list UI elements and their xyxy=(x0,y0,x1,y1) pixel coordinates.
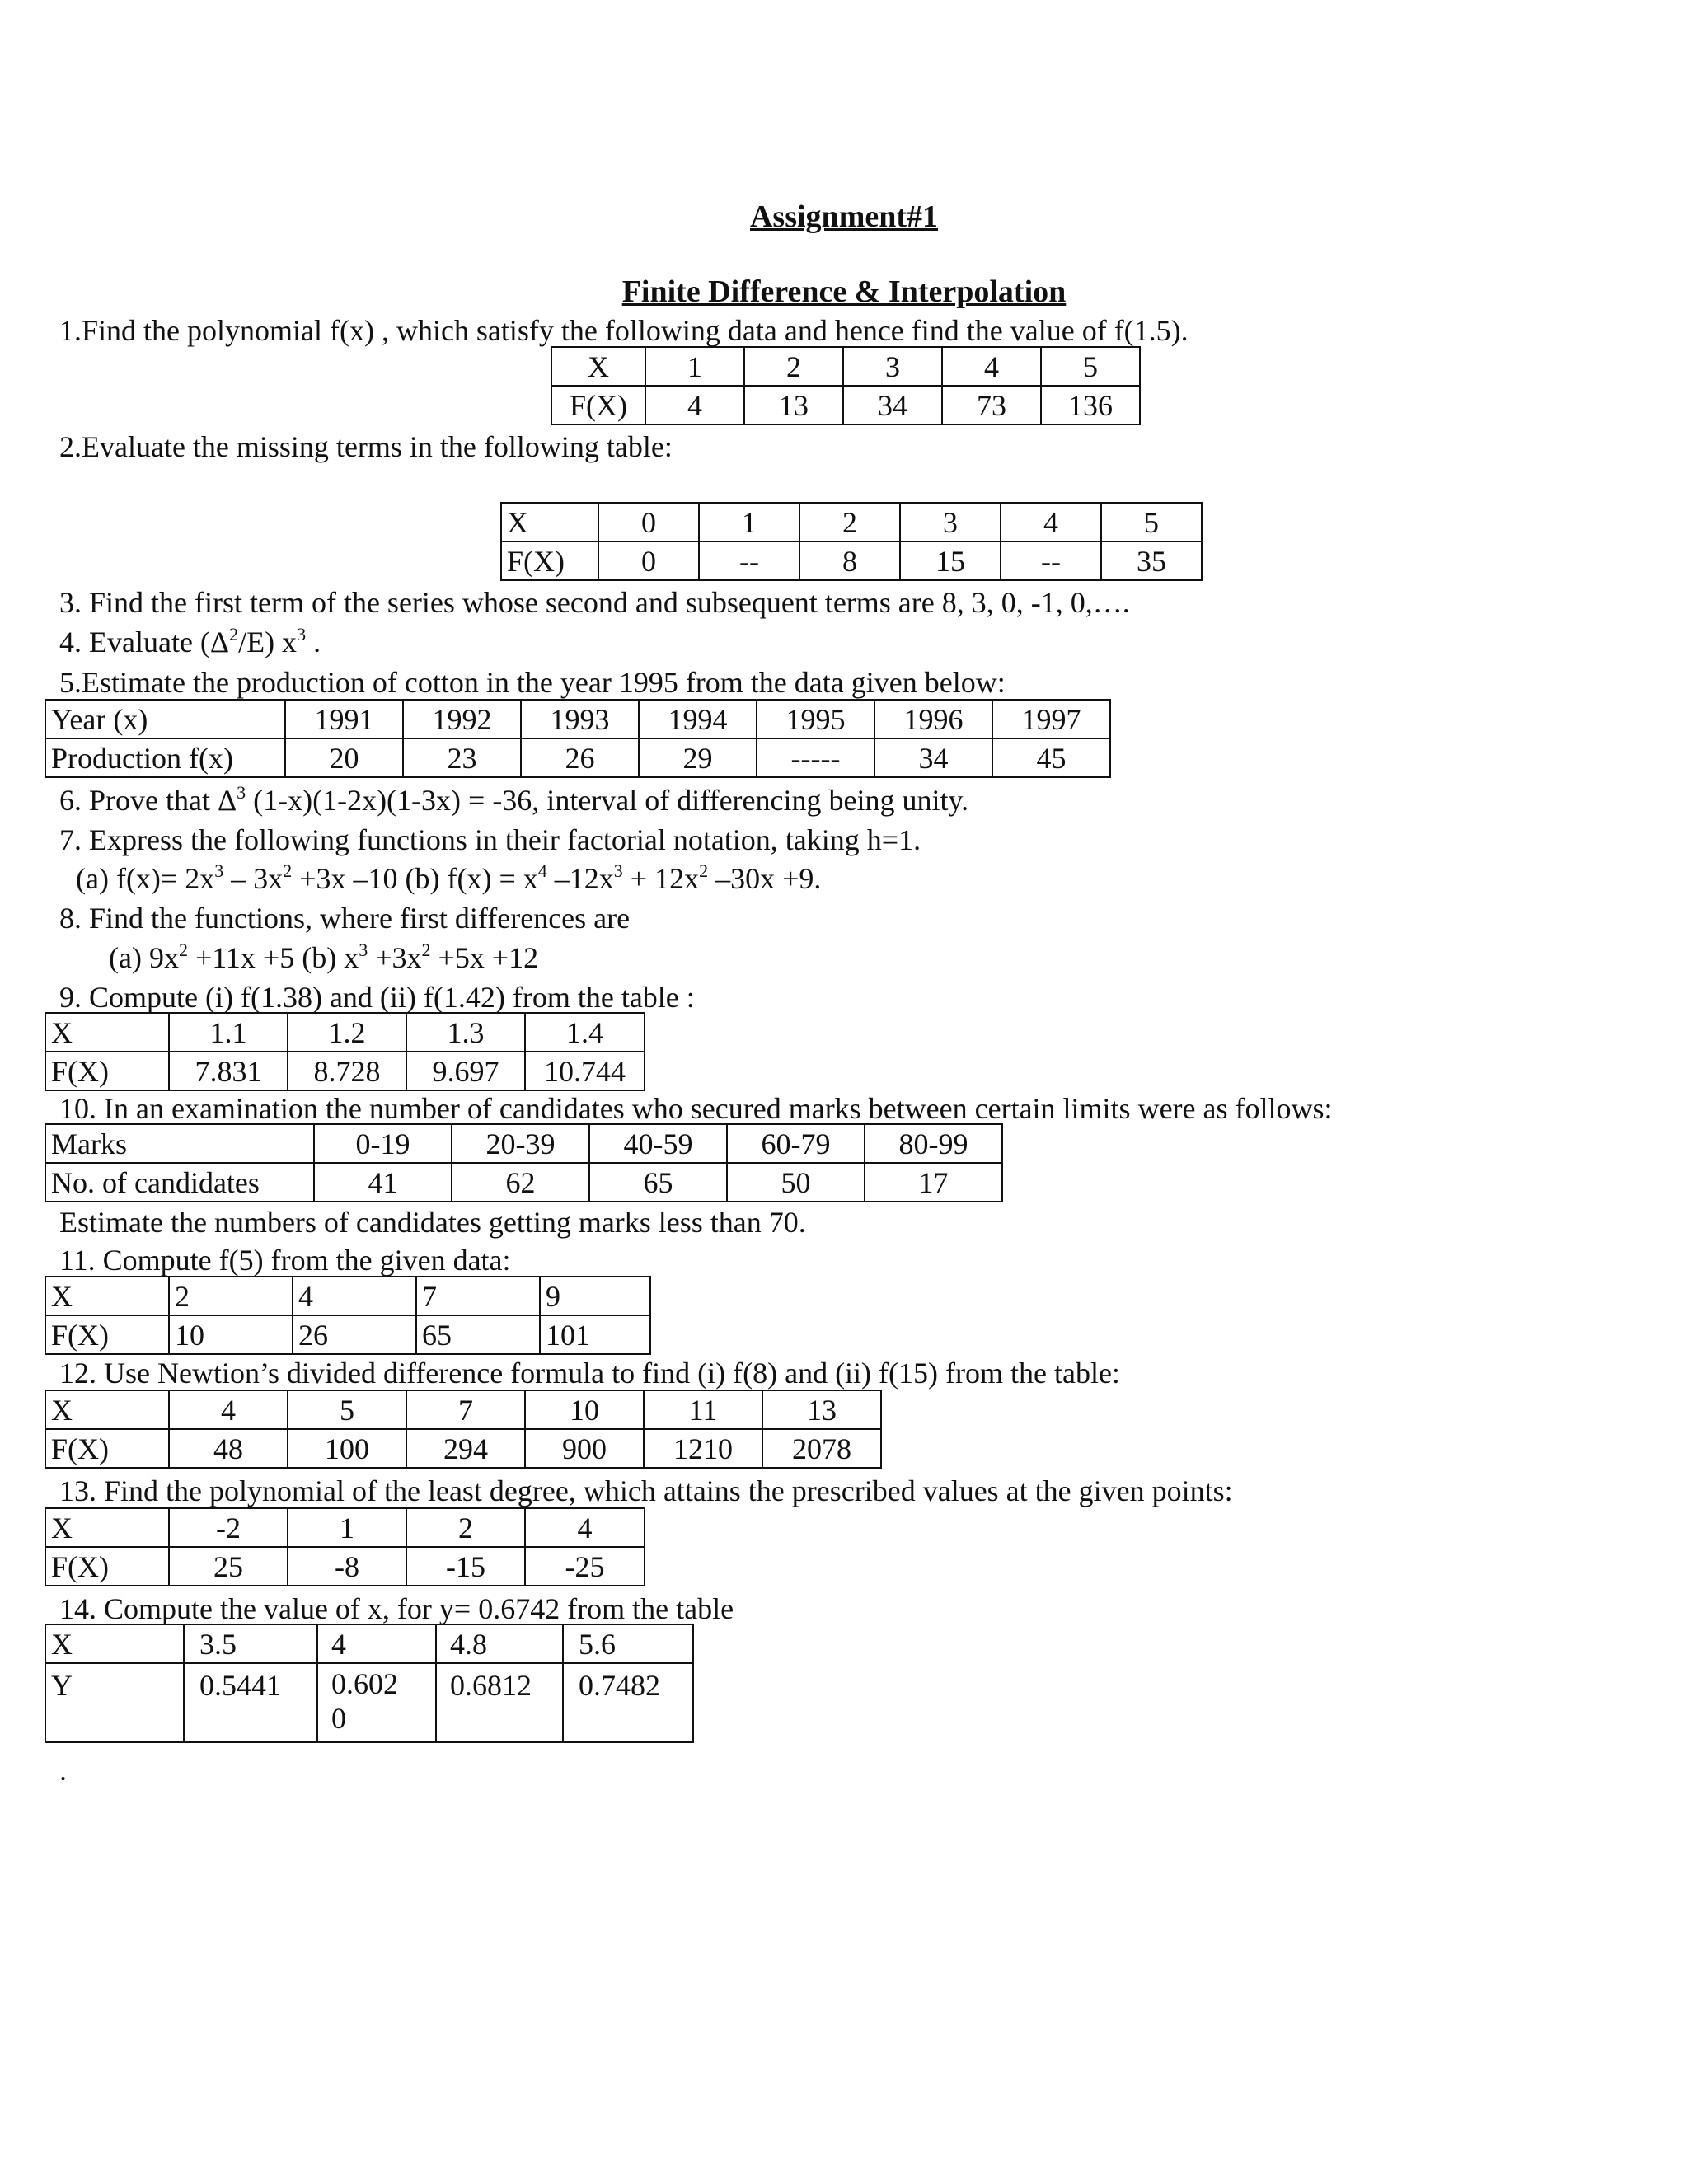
q8-part: (a) 9x xyxy=(109,941,179,974)
table-cell: 1.3 xyxy=(406,1013,525,1052)
q7-part: + 12x xyxy=(622,862,700,895)
q5-table xyxy=(45,699,1111,778)
table-header: F(X) xyxy=(45,1315,169,1354)
superscript: 2 xyxy=(178,940,188,960)
table-row xyxy=(501,503,1202,541)
superscript: 3 xyxy=(613,860,623,881)
table-cell: 294 xyxy=(406,1429,525,1468)
question-14: 14. Compute the value of x, for y= 0.6742 from the table xyxy=(59,1592,734,1625)
cell-line-wrap: 0 xyxy=(331,1702,346,1735)
q7-part: +3x –10 (b) f(x) = x xyxy=(292,862,538,895)
superscript: 2 xyxy=(229,624,239,644)
table-header: Year (x) xyxy=(45,700,285,738)
table-cell: 11 xyxy=(644,1390,762,1429)
table-cell: 13 xyxy=(762,1390,881,1429)
q14-table xyxy=(45,1624,694,1743)
table-cell: 4 xyxy=(645,386,744,424)
table-cell: 4 xyxy=(293,1277,416,1315)
table-cell: 17 xyxy=(865,1163,1002,1202)
question-4 xyxy=(59,624,321,658)
table-cell: -15 xyxy=(406,1547,525,1586)
table-cell: 65 xyxy=(416,1315,540,1354)
table-cell: 7 xyxy=(416,1277,540,1315)
table-cell: 23 xyxy=(403,738,521,777)
table-cell: 0.6812 xyxy=(436,1663,563,1742)
table-cell: 7 xyxy=(406,1390,525,1429)
table-cell: 0 xyxy=(598,541,699,580)
table-header: F(X) xyxy=(45,1429,169,1468)
question-11: 11. Compute f(5) from the given data: xyxy=(59,1244,511,1277)
superscript: 2 xyxy=(699,860,709,881)
table-header: Y xyxy=(45,1663,184,1742)
q2-table xyxy=(500,502,1203,581)
q7-part: (a) f(x)= 2x xyxy=(76,862,215,895)
q6-part: 6. Prove that Δ xyxy=(59,784,237,817)
question-7-functions xyxy=(76,860,822,895)
table-cell: 26 xyxy=(521,738,639,777)
table-cell: 8.728 xyxy=(288,1052,406,1090)
table-cell: 1996 xyxy=(874,700,992,738)
table-header: Production f(x) xyxy=(45,738,285,777)
table-header: F(X) xyxy=(45,1547,169,1586)
table-row xyxy=(45,700,1110,738)
superscript: 4 xyxy=(537,860,547,881)
q8-part: +5x +12 xyxy=(430,941,539,974)
table-cell: 1995 xyxy=(757,700,874,738)
table-cell: 101 xyxy=(540,1315,650,1354)
superscript: 3 xyxy=(297,624,307,644)
table-cell: 3 xyxy=(843,347,942,386)
table-cell: 80-99 xyxy=(865,1124,1002,1163)
table-cell: 5 xyxy=(288,1390,406,1429)
question-7: 7. Express the following functions in their factorial notation, taking h=1. xyxy=(59,823,921,856)
q1-table xyxy=(551,346,1141,425)
table-row xyxy=(551,386,1140,424)
table-header: X xyxy=(45,1013,169,1052)
table-cell: 10 xyxy=(525,1390,644,1429)
table-row xyxy=(45,1052,645,1090)
table-cell: 1 xyxy=(288,1508,406,1547)
table-cell: 45 xyxy=(992,738,1110,777)
table-row xyxy=(45,738,1110,777)
question-2: 2.Evaluate the missing terms in the following table: xyxy=(59,430,673,463)
table-cell: 2 xyxy=(169,1277,293,1315)
table-cell: 1.1 xyxy=(169,1013,288,1052)
table-cell: 35 xyxy=(1101,541,1202,580)
table-cell: 1210 xyxy=(644,1429,762,1468)
table-cell: 2 xyxy=(406,1508,525,1547)
q8-part: +11x +5 (b) x xyxy=(187,941,359,974)
table-cell: 48 xyxy=(169,1429,288,1468)
table-row xyxy=(45,1013,645,1052)
question-6 xyxy=(59,782,969,817)
table-header: No. of candidates xyxy=(45,1163,314,1202)
table-cell: 15 xyxy=(900,541,1001,580)
table-cell: 29 xyxy=(639,738,757,777)
table-cell: 900 xyxy=(525,1429,644,1468)
table-cell: 4 xyxy=(1001,503,1101,541)
superscript: 3 xyxy=(214,860,224,881)
table-cell: 100 xyxy=(288,1429,406,1468)
table-cell: 1 xyxy=(699,503,799,541)
table-header: X xyxy=(45,1277,169,1315)
end-mark: . xyxy=(59,1754,67,1787)
table-cell: 13 xyxy=(744,386,843,424)
q7-part: – 3x xyxy=(223,862,284,895)
table-cell: -- xyxy=(1001,541,1101,580)
table-cell: 9.697 xyxy=(406,1052,525,1090)
table-cell: -25 xyxy=(525,1547,645,1586)
table-header: X xyxy=(45,1624,184,1663)
question-1: 1.Find the polynomial f(x) , which satisfy the following data and hence find the value of f(1.5). xyxy=(59,314,1189,347)
q9-table xyxy=(45,1012,645,1091)
table-row xyxy=(45,1390,881,1429)
q6-part: (1-x)(1-2x)(1-3x) = -36, interval of differencing being unity. xyxy=(246,784,969,817)
table-cell: 60-79 xyxy=(727,1124,865,1163)
table-cell: 4 xyxy=(942,347,1041,386)
table-cell: -8 xyxy=(288,1547,406,1586)
table-cell: 1 xyxy=(645,347,744,386)
table-row xyxy=(45,1124,1002,1163)
q13-table xyxy=(45,1507,645,1586)
page-title: Assignment#1 xyxy=(749,199,939,234)
question-3: 3. Find the first term of the series whose second and subsequent terms are 8, 3, 0, -1, 0,…. xyxy=(59,586,1130,619)
table-header: F(X) xyxy=(501,541,598,580)
table-cell: 7.831 xyxy=(169,1052,288,1090)
table-cell: 1994 xyxy=(639,700,757,738)
table-cell: 9 xyxy=(540,1277,650,1315)
table-cell: 40-59 xyxy=(589,1124,727,1163)
q4-part: . xyxy=(306,626,321,658)
table-cell: 4 xyxy=(317,1624,436,1663)
table-row xyxy=(45,1508,645,1547)
table-cell: 62 xyxy=(452,1163,589,1202)
table-cell: 1.2 xyxy=(288,1013,406,1052)
table-cell: 0 xyxy=(598,503,699,541)
table-cell: 50 xyxy=(727,1163,865,1202)
table-cell: 26 xyxy=(293,1315,416,1354)
table-header: F(X) xyxy=(45,1052,169,1090)
table-cell: 0-19 xyxy=(314,1124,452,1163)
question-13: 13. Find the polynomial of the least degree, which attains the prescribed values at the given points: xyxy=(59,1474,1233,1507)
cell-line: 0.602 xyxy=(331,1667,398,1700)
table-cell: 1992 xyxy=(403,700,521,738)
table-cell: 8 xyxy=(799,541,900,580)
q7-part: –12x xyxy=(546,862,614,895)
table-row xyxy=(45,1277,650,1315)
table-cell: 1993 xyxy=(521,700,639,738)
table-row xyxy=(45,1315,650,1354)
table-cell: 20-39 xyxy=(452,1124,589,1163)
table-cell: 20 xyxy=(285,738,403,777)
q12-table xyxy=(45,1390,882,1469)
table-cell: 2078 xyxy=(762,1429,881,1468)
superscript: 3 xyxy=(359,940,368,960)
table-header: F(X) xyxy=(551,386,645,424)
table-cell: 34 xyxy=(843,386,942,424)
q4-part: 4. Evaluate (Δ xyxy=(59,626,230,658)
table-header: Marks xyxy=(45,1124,314,1163)
table-cell: 2 xyxy=(744,347,843,386)
table-cell: 3.5 xyxy=(184,1624,317,1663)
q10-table xyxy=(45,1123,1003,1202)
table-cell: 41 xyxy=(314,1163,452,1202)
question-12: 12. Use Newtion’s divided difference formula to find (i) f(8) and (ii) f(15) from the table: xyxy=(59,1357,1120,1390)
table-cell: -2 xyxy=(169,1508,288,1547)
table-cell: 136 xyxy=(1041,386,1140,424)
table-cell: 3 xyxy=(900,503,1001,541)
question-8-functions xyxy=(109,940,539,974)
table-cell: 0.7482 xyxy=(563,1663,693,1742)
table-cell: 10 xyxy=(169,1315,293,1354)
table-row xyxy=(45,1547,645,1586)
table-row xyxy=(45,1163,1002,1202)
table-row xyxy=(45,1663,693,1742)
table-cell: 5 xyxy=(1041,347,1140,386)
superscript: 2 xyxy=(421,940,431,960)
table-cell: 2 xyxy=(799,503,900,541)
table-cell: 0.5441 xyxy=(184,1663,317,1742)
page-subtitle: Finite Difference & Interpolation xyxy=(621,274,1067,309)
superscript: 2 xyxy=(283,860,293,881)
table-cell: 73 xyxy=(942,386,1041,424)
table-row xyxy=(501,541,1202,580)
question-5: 5.Estimate the production of cotton in the year 1995 from the data given below: xyxy=(59,666,1006,699)
table-cell: 25 xyxy=(169,1547,288,1586)
question-9: 9. Compute (i) f(1.38) and (ii) f(1.42) from the table : xyxy=(59,981,695,1014)
table-cell: 4.8 xyxy=(436,1624,563,1663)
table-header: X xyxy=(45,1390,169,1429)
table-header: X xyxy=(501,503,598,541)
table-cell: ----- xyxy=(757,738,874,777)
q4-part: /E) x xyxy=(238,626,298,658)
superscript: 3 xyxy=(237,782,246,803)
table-cell: 5 xyxy=(1101,503,1202,541)
table-cell: 1997 xyxy=(992,700,1110,738)
table-row xyxy=(45,1624,693,1663)
table-cell xyxy=(317,1663,436,1742)
question-10: 10. In an examination the number of candidates who secured marks between certain limits were as follows: xyxy=(59,1092,1333,1125)
table-cell: 4 xyxy=(525,1508,645,1547)
table-cell: 5.6 xyxy=(563,1624,693,1663)
table-cell: 65 xyxy=(589,1163,727,1202)
table-cell: 1.4 xyxy=(525,1013,645,1052)
table-header: X xyxy=(551,347,645,386)
q7-part: –30x +9. xyxy=(708,862,822,895)
table-row xyxy=(551,347,1140,386)
table-cell: -- xyxy=(699,541,799,580)
question-10-estimate: Estimate the numbers of candidates getting marks less than 70. xyxy=(59,1206,806,1239)
table-cell: 1991 xyxy=(285,700,403,738)
table-cell: 34 xyxy=(874,738,992,777)
q11-table xyxy=(45,1276,651,1355)
table-cell: 4 xyxy=(169,1390,288,1429)
q8-part: +3x xyxy=(368,941,422,974)
question-8: 8. Find the functions, where first differences are xyxy=(59,902,631,935)
table-row xyxy=(45,1429,881,1468)
table-cell: 10.744 xyxy=(525,1052,645,1090)
table-header: X xyxy=(45,1508,169,1547)
